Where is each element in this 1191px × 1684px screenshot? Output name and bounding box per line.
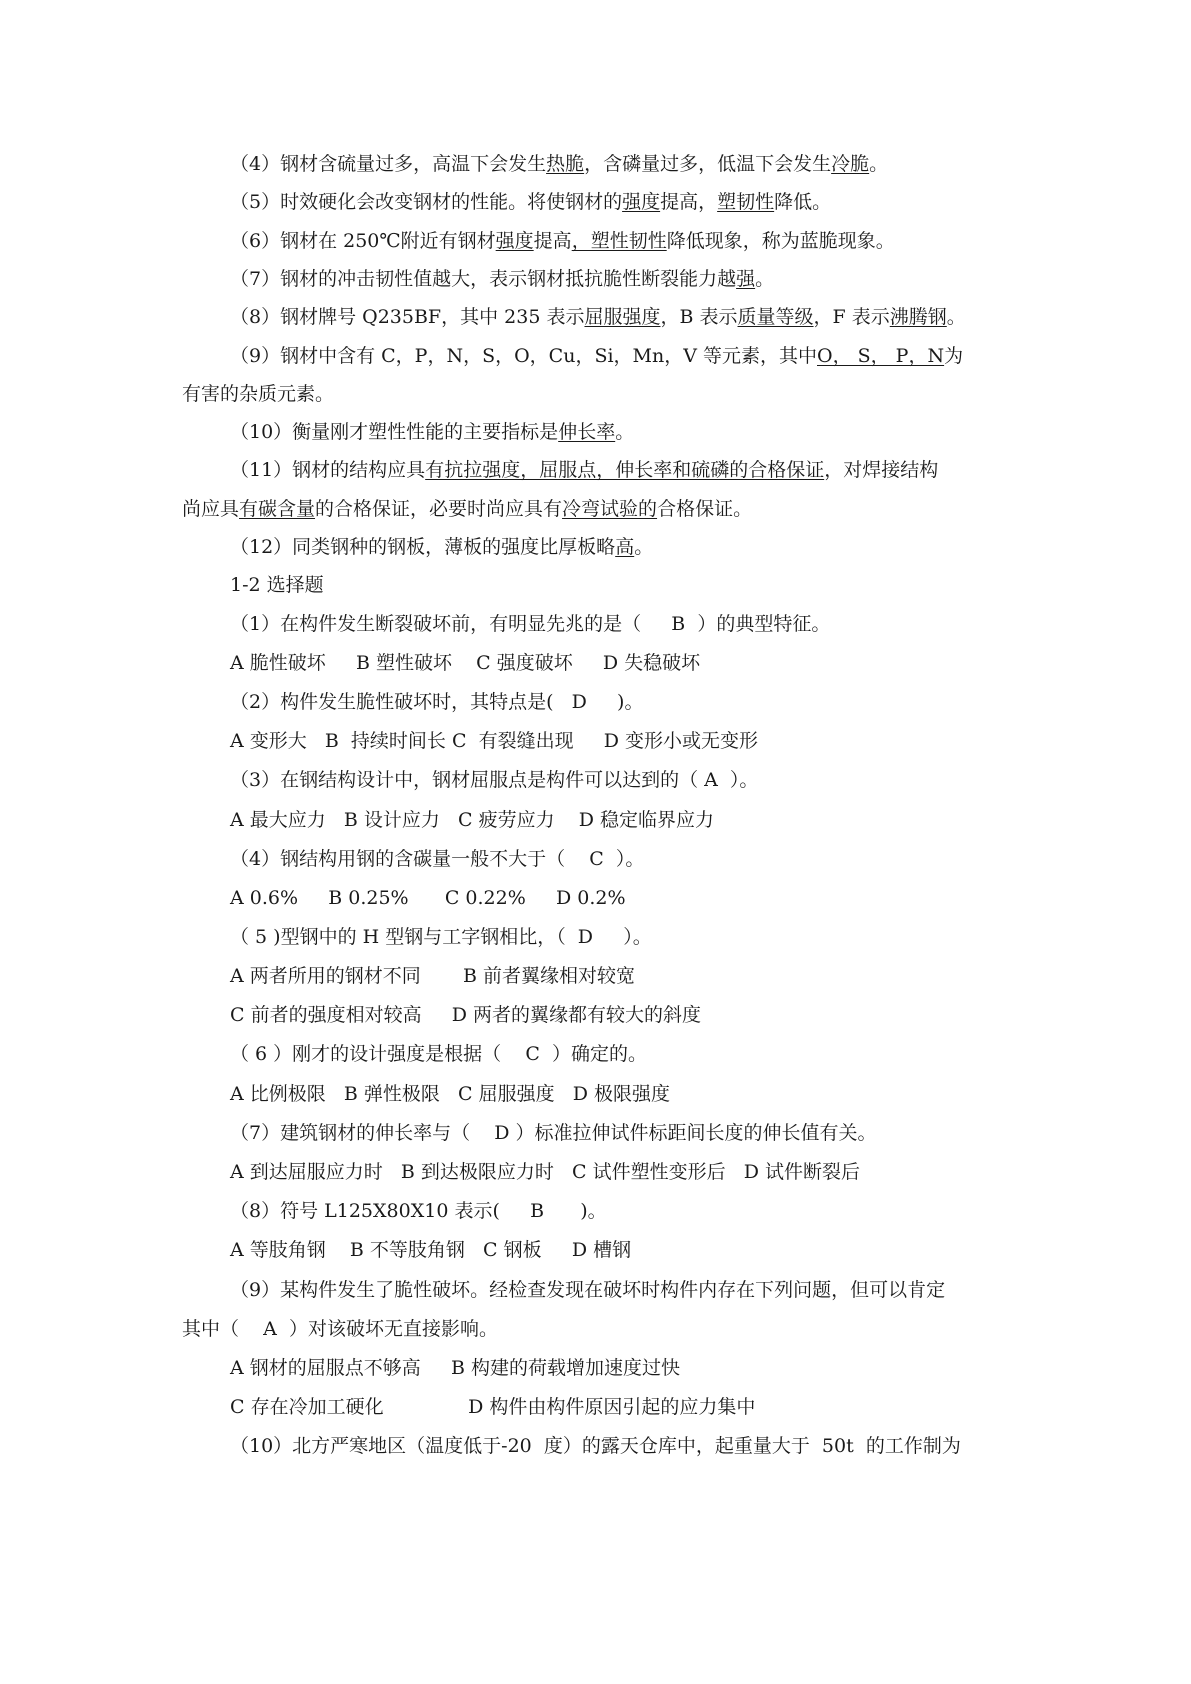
choice-q9-options-1: A 钢材的屈服点不够高 B 构建的荷载增加速度过快 (230, 1357, 680, 1379)
choice-q1-options: A 脆性破坏 B 塑性破坏 C 强度破坏 D 失稳破坏 (230, 652, 701, 674)
choice-q6: （ 6 ）刚才的设计强度是根据（ C ）确定的。 (230, 1043, 647, 1065)
fill-in-q12: （12）同类钢种的钢板，薄板的强度比厚板略高。 (230, 536, 654, 558)
fill-in-q9: （9）钢材中含有 C，P，N，S，O，Cu，Si，Mn，V 等元素，其中O， S， P，N为 (230, 345, 964, 367)
fill-in-q9-cont: 有害的杂质元素。 (182, 383, 335, 405)
fill-in-q6: （6）钢材在 250℃附近有钢材强度提高，塑性韧性降低现象，称为蓝脆现象。 (230, 230, 895, 252)
choice-q2: （2）构件发生脆性破坏时，其特点是( D )。 (230, 691, 644, 713)
choice-q7: （7）建筑钢材的伸长率与（ D ）标准拉伸试件标距间长度的伸长值有关。 (230, 1122, 877, 1144)
choice-q9: （9）某构件发生了脆性破坏。经检查发现在破坏时构件内存在下列问题，但可以肯定 (230, 1279, 946, 1301)
choice-q2-options: A 变形大 B 持续时间长 C 有裂缝出现 D 变形小或无变形 (230, 730, 759, 752)
fill-in-q5: （5）时效硬化会改变钢材的性能。将使钢材的强度提高，塑韧性降低。 (230, 191, 832, 213)
choice-q6-options: A 比例极限 B 弹性极限 C 屈服强度 D 极限强度 (230, 1083, 670, 1105)
fill-in-q7: （7）钢材的冲击韧性值越大，表示钢材抵抗脆性断裂能力越强。 (230, 268, 775, 290)
choice-q8-options: A 等肢角钢 B 不等肢角钢 C 钢板 D 槽钢 (230, 1239, 632, 1261)
fill-in-q10: （10）衡量刚才塑性性能的主要指标是伸长率。 (230, 421, 635, 443)
choice-q3: （3）在钢结构设计中，钢材屈服点是构件可以达到的（ A ）。 (230, 769, 759, 791)
fill-in-q8: （8）钢材牌号 Q235BF，其中 235 表示屈服强度，B 表示质量等级，F 表示沸腾钢。 (230, 306, 966, 328)
choice-q9-options-2: C 存在冷加工硬化 D 构件由构件原因引起的应力集中 (230, 1396, 756, 1418)
choice-q8: （8）符号 L125X80X10 表示( B )。 (230, 1200, 607, 1222)
choice-q1: （1）在构件发生断裂破坏前，有明显先兆的是（ B ）的典型特征。 (230, 613, 831, 635)
section-title: 1-2 选择题 (230, 574, 324, 596)
fill-in-q11-cont: 尚应具有碳含量的合格保证，必要时尚应具有冷弯试验的合格保证。 (182, 498, 753, 520)
choice-q5-options-1: A 两者所用的钢材不同 B 前者翼缘相对较宽 (230, 965, 636, 987)
choice-q5-options-2: C 前者的强度相对较高 D 两者的翼缘都有较大的斜度 (230, 1004, 702, 1026)
choice-q5: （ 5 )型钢中的 H 型钢与工字钢相比，（ D ）。 (230, 926, 652, 948)
choice-q7-options: A 到达屈服应力时 B 到达极限应力时 C 试件塑性变形后 D 试件断裂后 (230, 1161, 860, 1183)
choice-q9-cont: 其中（ A ）对该破坏无直接影响。 (182, 1318, 498, 1340)
fill-in-q4: （4）钢材含硫量过多，高温下会发生热脆，含磷量过多，低温下会发生冷脆。 (230, 153, 889, 175)
choice-q4-options: A 0.6% B 0.25% C 0.22% D 0.2% (230, 887, 626, 909)
choice-q3-options: A 最大应力 B 设计应力 C 疲劳应力 D 稳定临界应力 (230, 809, 715, 831)
choice-q4: （4）钢结构用钢的含碳量一般不大于（ C ）。 (230, 848, 645, 870)
choice-q10: （10）北方严寒地区（温度低于-20 度）的露天仓库中，起重量大于 50t 的工作制为 (230, 1435, 961, 1457)
fill-in-q11: （11）钢材的结构应具有抗拉强度，屈服点，伸长率和硫磷的合格保证，对焊接结构 (230, 459, 939, 481)
